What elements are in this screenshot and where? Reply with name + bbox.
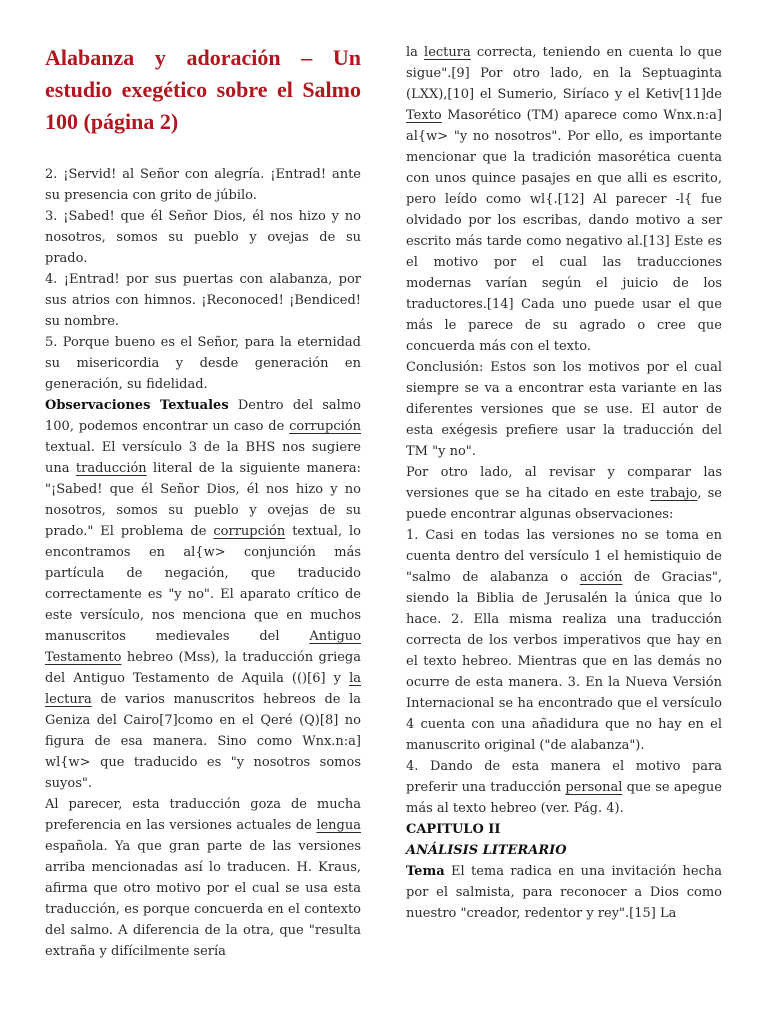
textual-observations-heading: Observaciones Textuales xyxy=(45,398,229,413)
verse-2: 2. ¡Servid! al Señor con alegría. ¡Entrad! ante su presencia con grito de júbilo. xyxy=(45,167,361,203)
verse-3: 3. ¡Sabed! que él Señor Dios, él nos hizo y no nosotros, somos su pueblo y ovejas de su prado. xyxy=(45,209,361,266)
link-texto[interactable]: Texto xyxy=(406,108,442,123)
link-corrupcion-2[interactable]: corrupción xyxy=(213,524,286,539)
theme-label: Tema xyxy=(406,864,445,879)
link-lengua[interactable]: lengua xyxy=(316,818,361,833)
chapter-heading: CAPITULO II xyxy=(406,822,501,837)
verse-5: 5. Porque bueno es el Señor, para la eternidad su misericordia y desde generación en generación, su fidelidad. xyxy=(45,335,361,392)
link-traduccion[interactable]: traducción xyxy=(75,461,147,476)
translation-preference-paragraph: Al parecer, esta traducción goza de mucha preferencia en las versiones actuales de lengua española. Ya que gran parte de las versiones arriba mencionadas así lo traducen. H. Kraus, afirma que otro motivo por el cual se usa esta traducción, es porque concuerda en el contexto del salmo. A diferencia de la otra, que "resulta extraña y difícilmente sería xyxy=(45,797,361,959)
right-column xyxy=(406,42,722,924)
conclusion-paragraph: Conclusión: Estos son los motivos por el cual siempre se va a encontrar esta variante en las diferentes versiones que se use. El autor de esta exégesis prefiere usar la traducción del TM "y no". xyxy=(406,360,722,459)
link-la-lectura[interactable]: la lectura xyxy=(45,671,361,707)
link-antiguo-testamento[interactable]: Antiguo Testamento xyxy=(45,629,361,665)
page-title: Alabanza y adoración – Un estudio exegético sobre el Salmo 100 (página 2) xyxy=(45,45,361,134)
comparison-paragraph: Por otro lado, al revisar y comparar las versiones que se ha citado en este trabajo, se puede encontrar algunas observaciones: xyxy=(406,465,722,522)
link-corrupcion[interactable]: corrupción xyxy=(289,419,361,434)
link-personal[interactable]: personal xyxy=(565,780,623,795)
masoretic-paragraph: la lectura correcta, teniendo en cuenta lo que sigue".[9] Por otro lado, en la Septuaginta (LXX),[10] el Sumerio, Siríaco y el Ketiv[11]de Texto Masorético (TM) aparece como Wnx.n:a] al{w> "y no nosotros". Por ello, es importante mencionar que la tradición masorética cuenta con unos quince pasajes en que alli es escrito, pero leído como wl{.[12] Al parecer -l{ fue olvidado por los escribas, dando motivo a ser escrito más tarde como negativo al.[13] Este es el motivo por el cual las traducciones modernas varían según el juicio de los traductores.[14] Cada uno puede usar el que más le parece de su agrado o cree que concuerda más con el texto. xyxy=(406,45,722,354)
verse-4: 4. ¡Entrad! por sus puertas con alabanza, por sus atrios con himnos. ¡Reconoced! ¡Bendiced! su nombre. xyxy=(45,272,361,329)
link-lectura[interactable]: lectura xyxy=(424,45,471,60)
link-accion[interactable]: acción xyxy=(579,570,623,585)
observations-list-paragraph: 1. Casi en todas las versiones no se toma en cuenta dentro del versículo 1 el hemistiquio de "salmo de alabanza o acción de Gracias", siendo la Biblia de Jerusalén la única que lo hace. 2. Ella misma realiza una traducción correcta de los verbos imperativos que hay en el texto hebreo. Mientras que en las demás no ocurre de esta manera. 3. En la Nueva Versión Internacional se ha encontrado que el versículo 4 cuenta con una añadidura que no hay en el manuscrito original ("de alabanza"). xyxy=(406,528,722,753)
observation-4-paragraph: 4. Dando de esta manera el motivo para preferir una traducción personal que se apegue más al texto hebreo (ver. Pág. 4). xyxy=(406,759,722,816)
textual-observations-paragraph: Observaciones Textuales Dentro del salmo 100, podemos encontrar un caso de corrupción textual. El versículo 3 de la BHS nos sugiere una traducción literal de la siguiente manera: "¡Sabed! que él Señor Dios, él nos hizo y no nosotros, somos su pueblo y ovejas de su prado." El problema de corrupción textual, lo encontramos en al{w> conjunción más partícula de negación, que traducido correctamente es "y no". El aparato crítico de este versículo, nos menciona que en muchos manuscritos medievales del Antiguo Testamento hebreo (Mss), la traducción griega del Antiguo Testamento de Aquila (()[6] y la lectura de varios manuscritos hebreos de la Geniza del Cairo[7]como en el Qeré (Q)[8] no figura de esa manera. Sino como Wnx.n:a] wl{w> que traducido es "y nosotros somos suyos". xyxy=(45,398,362,791)
link-trabajo[interactable]: trabajo xyxy=(650,486,698,501)
theme-paragraph: Tema El tema radica en una invitación hecha por el salmista, para reconocer a Dios como nuestro "creador, redentor y rey".[15] La xyxy=(406,864,722,921)
literary-analysis-heading: ANÁLISIS LITERARIO xyxy=(406,843,567,858)
left-column xyxy=(45,42,361,962)
